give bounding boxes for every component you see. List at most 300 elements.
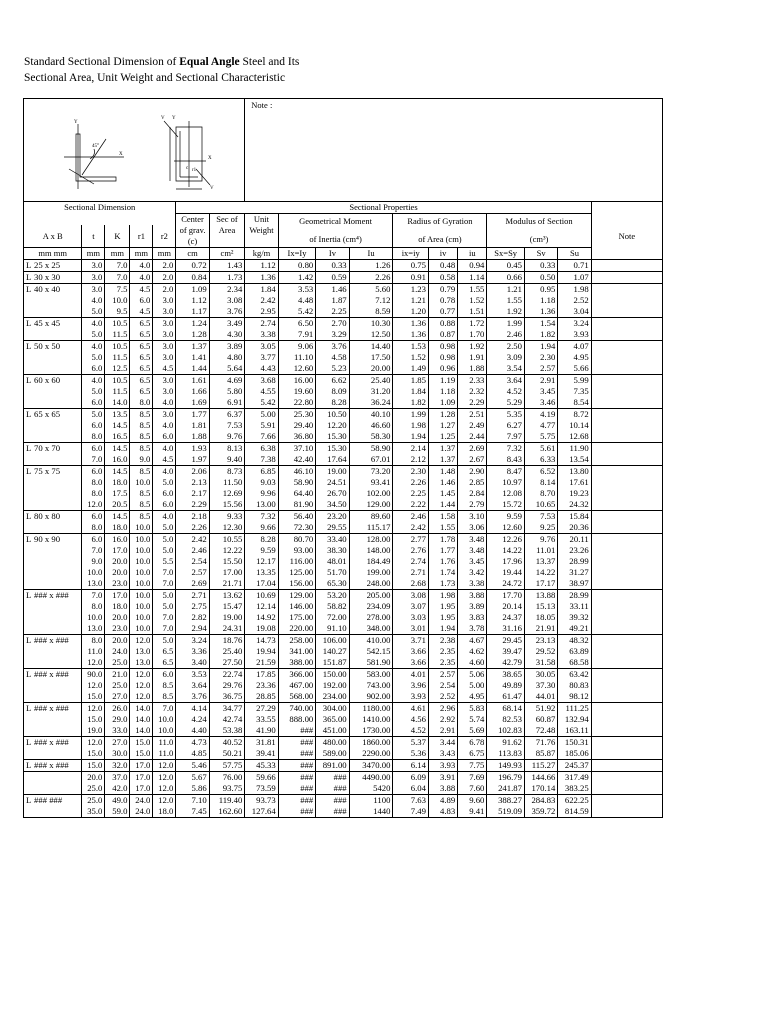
value-cell: 58.90: [349, 443, 393, 455]
value-cell: 9.33: [209, 511, 245, 523]
value-cell: 2.14: [393, 443, 428, 455]
value-cell: 36.75: [209, 691, 245, 703]
value-cell: 4.5: [153, 363, 176, 375]
value-cell: 42.0: [105, 783, 130, 795]
value-cell: 5.99: [558, 375, 591, 387]
value-cell: 150.31: [558, 737, 591, 749]
value-cell: 12.0: [153, 760, 176, 772]
value-cell: 24.31: [209, 623, 245, 635]
value-cell: 2.49: [458, 420, 487, 431]
value-cell: 3.08: [393, 590, 428, 602]
value-cell: 93.00: [278, 545, 316, 556]
value-cell: ###: [316, 806, 349, 818]
value-cell: 80.83: [558, 680, 591, 691]
angle-symbol: L: [26, 260, 32, 271]
value-cell: 8.54: [558, 397, 591, 409]
value-cell: 1.14: [458, 272, 487, 284]
value-cell: 5.0: [153, 590, 176, 602]
value-cell: 2.25: [316, 306, 349, 318]
table-row: [24, 466, 663, 478]
value-cell: 2.90: [458, 466, 487, 478]
table-row: [24, 795, 663, 807]
table-row: [24, 386, 663, 397]
value-cell: 2290.00: [349, 748, 393, 760]
value-cell: 6.0: [130, 295, 153, 306]
value-cell: 31.20: [349, 386, 393, 397]
value-cell: 23.0: [105, 578, 130, 590]
section-figure: [24, 99, 245, 202]
value-cell: 29.0: [105, 714, 130, 725]
value-cell: 5.0: [153, 545, 176, 556]
value-cell: 4.52: [487, 386, 525, 397]
size-cell: L ### ###: [24, 795, 82, 807]
value-cell: 4.85: [176, 748, 209, 760]
value-cell: 91.62: [487, 737, 525, 749]
value-cell: 28.99: [558, 556, 591, 567]
value-cell: 1.36: [393, 318, 428, 330]
table-row: [24, 341, 663, 353]
value-cell: 8.0: [82, 522, 105, 534]
value-cell: 17.70: [487, 590, 525, 602]
value-cell: 1.88: [458, 363, 487, 375]
sub-header-1: Iv: [316, 248, 349, 260]
value-cell: 2.0: [153, 272, 176, 284]
value-cell: 1.36: [245, 272, 278, 284]
value-cell: 9.5: [105, 306, 130, 318]
value-cell: 27.50: [209, 657, 245, 669]
value-cell: 93.75: [209, 783, 245, 795]
value-cell: 7.66: [245, 431, 278, 443]
size-cell: [24, 522, 82, 534]
value-cell: 2.52: [428, 691, 457, 703]
value-cell: 1.73: [428, 578, 457, 590]
value-cell: 9.25: [524, 522, 557, 534]
value-cell: 6.0: [82, 534, 105, 546]
value-cell: 740.00: [278, 703, 316, 715]
value-cell: 5.00: [245, 409, 278, 421]
value-cell: 0.91: [393, 272, 428, 284]
value-cell: 56.40: [278, 511, 316, 523]
value-cell: 61.47: [487, 691, 525, 703]
value-cell: 106.00: [316, 635, 349, 647]
value-cell: 1.43: [209, 260, 245, 272]
value-cell: 13.00: [245, 499, 278, 511]
value-cell: 64.40: [278, 488, 316, 499]
value-cell: 3.0: [153, 306, 176, 318]
value-cell: 11.0: [153, 737, 176, 749]
value-cell: 12.0: [130, 691, 153, 703]
value-cell: 2.82: [176, 612, 209, 623]
angle-symbol: L: [26, 590, 32, 601]
note-header: Note: [591, 214, 662, 260]
value-cell: 72.30: [278, 522, 316, 534]
value-cell: 3.38: [245, 329, 278, 341]
value-cell: 383.25: [558, 783, 591, 795]
size-cell: [24, 806, 82, 818]
value-cell: 8.28: [316, 397, 349, 409]
value-cell: 199.00: [349, 567, 393, 578]
value-cell: 7.0: [105, 272, 130, 284]
value-cell: 4.24: [176, 714, 209, 725]
value-cell: 7.5: [105, 284, 130, 296]
size-cell: [24, 431, 82, 443]
value-cell: 5.42: [245, 397, 278, 409]
value-cell: 111.25: [558, 703, 591, 715]
value-cell: 15.0: [130, 748, 153, 760]
value-cell: 0.50: [524, 272, 557, 284]
value-cell: 36.80: [278, 431, 316, 443]
value-cell: 37.0: [105, 772, 130, 784]
value-cell: 17.00: [209, 567, 245, 578]
value-cell: 6.0: [153, 431, 176, 443]
value-cell: 4.0: [82, 295, 105, 306]
value-cell: 1.61: [176, 375, 209, 387]
value-cell: 6.04: [393, 783, 428, 795]
value-cell: 4.14: [176, 703, 209, 715]
value-cell: 3.71: [393, 635, 428, 647]
value-cell: 7.53: [209, 420, 245, 431]
value-cell: 1100: [349, 795, 393, 807]
value-cell: 388.00: [278, 657, 316, 669]
value-cell: 116.00: [278, 556, 316, 567]
value-cell: 1.36: [393, 329, 428, 341]
value-cell: 4.55: [245, 386, 278, 397]
value-cell: 451.00: [316, 725, 349, 737]
value-cell: 2.68: [393, 578, 428, 590]
value-cell: 5.60: [349, 284, 393, 296]
value-cell: 36.24: [349, 397, 393, 409]
value-cell: 3.05: [245, 341, 278, 353]
value-cell: 20.36: [558, 522, 591, 534]
value-cell: 6.5: [130, 352, 153, 363]
angle-symbol: L: [26, 737, 32, 748]
size-cell: [24, 352, 82, 363]
value-cell: 888.00: [278, 714, 316, 725]
value-cell: 0.98: [428, 341, 457, 353]
value-cell: 31.27: [558, 567, 591, 578]
value-cell: 12.60: [278, 363, 316, 375]
value-cell: 175.00: [278, 612, 316, 623]
value-cell: 0.48: [428, 260, 457, 272]
svg-text:X: X: [119, 152, 123, 157]
value-cell: 30.0: [105, 748, 130, 760]
value-cell: 5.69: [458, 725, 487, 737]
value-cell: 2.29: [458, 397, 487, 409]
angle-symbol: L: [26, 272, 32, 283]
value-cell: 10.55: [209, 534, 245, 546]
value-cell: 6.27: [487, 420, 525, 431]
value-cell: 113.83: [487, 748, 525, 760]
value-cell: 3.0: [153, 352, 176, 363]
value-cell: 93.73: [245, 795, 278, 807]
value-cell: 17.0: [130, 783, 153, 795]
size-cell: [24, 646, 82, 657]
value-cell: 34.50: [316, 499, 349, 511]
size-cell: L 45 x 45: [24, 318, 82, 330]
size-cell: L 65 x 65: [24, 409, 82, 421]
page-title-line-2: Sectional Area, Unit Weight and Sectional Characteristic: [24, 72, 286, 84]
value-cell: 33.40: [316, 534, 349, 546]
value-cell: 7.97: [487, 431, 525, 443]
value-cell: 8.14: [524, 477, 557, 488]
value-cell: ###: [316, 795, 349, 807]
value-cell: 21.0: [105, 669, 130, 681]
unit-weight-header: Unit Weight: [245, 214, 278, 248]
value-cell: 3.42: [458, 567, 487, 578]
value-cell: 48.01: [316, 556, 349, 567]
value-cell: 12.30: [209, 522, 245, 534]
value-cell: 23.20: [316, 511, 349, 523]
value-cell: 3470.00: [349, 760, 393, 772]
value-cell: 19.00: [209, 612, 245, 623]
value-cell: 41.90: [245, 725, 278, 737]
value-cell: 1.48: [428, 466, 457, 478]
value-cell: 13.0: [82, 578, 105, 590]
value-cell: 341.00: [278, 646, 316, 657]
value-cell: 128.00: [349, 534, 393, 546]
value-cell: 2.94: [176, 623, 209, 635]
value-cell: 3.06: [458, 522, 487, 534]
value-cell: 3.24: [558, 318, 591, 330]
value-cell: 7.0: [82, 545, 105, 556]
table-row: [24, 284, 663, 296]
table-row: [24, 443, 663, 455]
value-cell: 12.08: [487, 488, 525, 499]
value-cell: 9.03: [245, 477, 278, 488]
value-cell: 17.0: [130, 772, 153, 784]
value-cell: 4.56: [393, 714, 428, 725]
value-cell: 568.00: [278, 691, 316, 703]
value-cell: 1.36: [524, 306, 557, 318]
value-cell: 4.0: [153, 511, 176, 523]
value-cell: 2.74: [393, 556, 428, 567]
value-cell: 31.58: [524, 657, 557, 669]
value-cell: 1.92: [458, 341, 487, 353]
value-cell: 3.43: [428, 748, 457, 760]
value-cell: 11.5: [105, 386, 130, 397]
size-cell: L ### x ###: [24, 737, 82, 749]
value-cell: 388.27: [487, 795, 525, 807]
value-cell: 4.83: [428, 806, 457, 818]
value-cell: 10.0: [130, 477, 153, 488]
value-cell: 14.5: [105, 443, 130, 455]
value-cell: 0.78: [428, 295, 457, 306]
value-cell: 1.98: [558, 284, 591, 296]
value-cell: 51.70: [316, 567, 349, 578]
value-cell: 13.0: [130, 646, 153, 657]
value-cell: 14.0: [105, 397, 130, 409]
value-cell: 14.5: [105, 511, 130, 523]
value-cell: 58.82: [316, 601, 349, 612]
table-row: [24, 646, 663, 657]
size-cell: L 25 x 25: [24, 260, 82, 272]
size-cell: [24, 363, 82, 375]
angle-symbol: L: [26, 318, 32, 329]
table-row: [24, 329, 663, 341]
value-cell: 902.00: [349, 691, 393, 703]
table-row: [24, 375, 663, 387]
value-cell: 3.45: [524, 386, 557, 397]
value-cell: 3.0: [153, 318, 176, 330]
angle-symbol: L: [26, 760, 32, 771]
table-row: [24, 352, 663, 363]
value-cell: 17.0: [105, 590, 130, 602]
value-cell: 3.0: [82, 284, 105, 296]
value-cell: 15.47: [209, 601, 245, 612]
value-cell: 72.48: [524, 725, 557, 737]
value-cell: 4.89: [428, 795, 457, 807]
value-cell: 0.88: [428, 318, 457, 330]
size-cell: L 70 x 70: [24, 443, 82, 455]
value-cell: 3.68: [245, 375, 278, 387]
value-cell: 20.0: [105, 567, 130, 578]
value-cell: 542.15: [349, 646, 393, 657]
value-cell: 9.0: [130, 454, 153, 466]
table-row: [24, 703, 663, 715]
value-cell: 12.0: [82, 499, 105, 511]
size-cell: L 30 x 30: [24, 272, 82, 284]
value-cell: 12.0: [82, 680, 105, 691]
value-cell: 1.55: [458, 284, 487, 296]
value-cell: 12.20: [316, 420, 349, 431]
value-cell: 149.93: [487, 760, 525, 772]
value-cell: 4.0: [130, 260, 153, 272]
value-cell: 3.0: [153, 341, 176, 353]
value-cell: 13.88: [524, 590, 557, 602]
value-cell: 8.5: [130, 409, 153, 421]
value-cell: 2.85: [458, 477, 487, 488]
value-cell: ###: [278, 725, 316, 737]
value-cell: 13.54: [558, 454, 591, 466]
value-cell: 6.0: [153, 488, 176, 499]
sub-header-2: Iu: [349, 248, 393, 260]
value-cell: 4.95: [458, 691, 487, 703]
value-cell: 366.00: [278, 669, 316, 681]
svg-text:r1: r1: [192, 168, 197, 173]
value-cell: 7.12: [349, 295, 393, 306]
value-cell: 72.00: [316, 612, 349, 623]
value-cell: 6.5: [130, 341, 153, 353]
size-cell: [24, 657, 82, 669]
value-cell: 3.78: [458, 623, 487, 635]
value-cell: 0.77: [428, 306, 457, 318]
table-row: [24, 806, 663, 818]
table-row: [24, 748, 663, 760]
value-cell: 1.85: [393, 375, 428, 387]
value-cell: 8.5: [130, 511, 153, 523]
sub-header-4: iv: [428, 248, 457, 260]
value-cell: 8.59: [349, 306, 393, 318]
value-cell: 4.0: [82, 341, 105, 353]
value-cell: 3.66: [393, 657, 428, 669]
value-cell: 8.73: [209, 466, 245, 478]
table-row: [24, 567, 663, 578]
value-cell: 8.0: [82, 601, 105, 612]
dim-header-0: A x B: [24, 225, 82, 248]
value-cell: 2.84: [458, 488, 487, 499]
value-cell: 25.40: [209, 646, 245, 657]
value-cell: 5.35: [487, 409, 525, 421]
value-cell: 26.0: [105, 703, 130, 715]
value-cell: 8.13: [209, 443, 245, 455]
value-cell: 581.90: [349, 657, 393, 669]
value-cell: 14.5: [105, 420, 130, 431]
value-cell: 18.76: [209, 635, 245, 647]
sectional-dimension-header: Sectional Dimension: [24, 201, 176, 214]
table-row: [24, 511, 663, 523]
value-cell: 14.0: [130, 703, 153, 715]
angle-symbol: L: [26, 443, 32, 454]
value-cell: 12.0: [130, 669, 153, 681]
value-cell: 9.60: [458, 795, 487, 807]
table-row: [24, 477, 663, 488]
value-cell: 12.26: [487, 534, 525, 546]
value-cell: 20.14: [487, 601, 525, 612]
value-cell: 7.10: [176, 795, 209, 807]
size-cell: [24, 545, 82, 556]
value-cell: 0.45: [487, 260, 525, 272]
value-cell: 8.43: [487, 454, 525, 466]
value-cell: 7.0: [153, 567, 176, 578]
radius-gyration-header: Radius of Gyration of Area (cm): [393, 214, 487, 248]
value-cell: 0.98: [428, 352, 457, 363]
value-cell: 1.46: [428, 477, 457, 488]
value-cell: 4.48: [278, 295, 316, 306]
table-row: [24, 691, 663, 703]
value-cell: 19.60: [278, 386, 316, 397]
value-cell: 2.71: [393, 567, 428, 578]
value-cell: 1440: [349, 806, 393, 818]
value-cell: 234.09: [349, 601, 393, 612]
value-cell: 0.94: [458, 260, 487, 272]
dim-header-2: K: [105, 225, 130, 248]
value-cell: 5.06: [458, 669, 487, 681]
value-cell: 13.5: [105, 409, 130, 421]
size-cell: [24, 386, 82, 397]
value-cell: 1.54: [524, 318, 557, 330]
value-cell: 33.55: [245, 714, 278, 725]
value-cell: 1.23: [393, 284, 428, 296]
value-cell: 42.40: [278, 454, 316, 466]
value-cell: 2.95: [245, 306, 278, 318]
value-cell: 58.90: [278, 477, 316, 488]
table-row: [24, 454, 663, 466]
value-cell: 5.83: [458, 703, 487, 715]
value-cell: 5.74: [458, 714, 487, 725]
value-cell: 7.69: [458, 772, 487, 784]
value-cell: 28.99: [558, 590, 591, 602]
value-cell: 3.0: [153, 295, 176, 306]
value-cell: 73.20: [349, 466, 393, 478]
value-cell: 3.08: [209, 295, 245, 306]
value-cell: 91.10: [316, 623, 349, 635]
value-cell: 76.00: [209, 772, 245, 784]
value-cell: 5.5: [153, 556, 176, 567]
value-cell: 2.46: [176, 545, 209, 556]
value-cell: 1.69: [176, 397, 209, 409]
value-cell: 5.75: [524, 431, 557, 443]
value-cell: 12.22: [209, 545, 245, 556]
value-cell: 2.35: [428, 646, 457, 657]
dim-header-4: r2: [153, 225, 176, 248]
value-cell: 31.16: [487, 623, 525, 635]
size-cell: [24, 477, 82, 488]
value-cell: 2.74: [245, 318, 278, 330]
value-cell: 5.0: [153, 477, 176, 488]
value-cell: 20.5: [105, 499, 130, 511]
value-cell: 1.26: [349, 260, 393, 272]
value-cell: 2.76: [393, 545, 428, 556]
